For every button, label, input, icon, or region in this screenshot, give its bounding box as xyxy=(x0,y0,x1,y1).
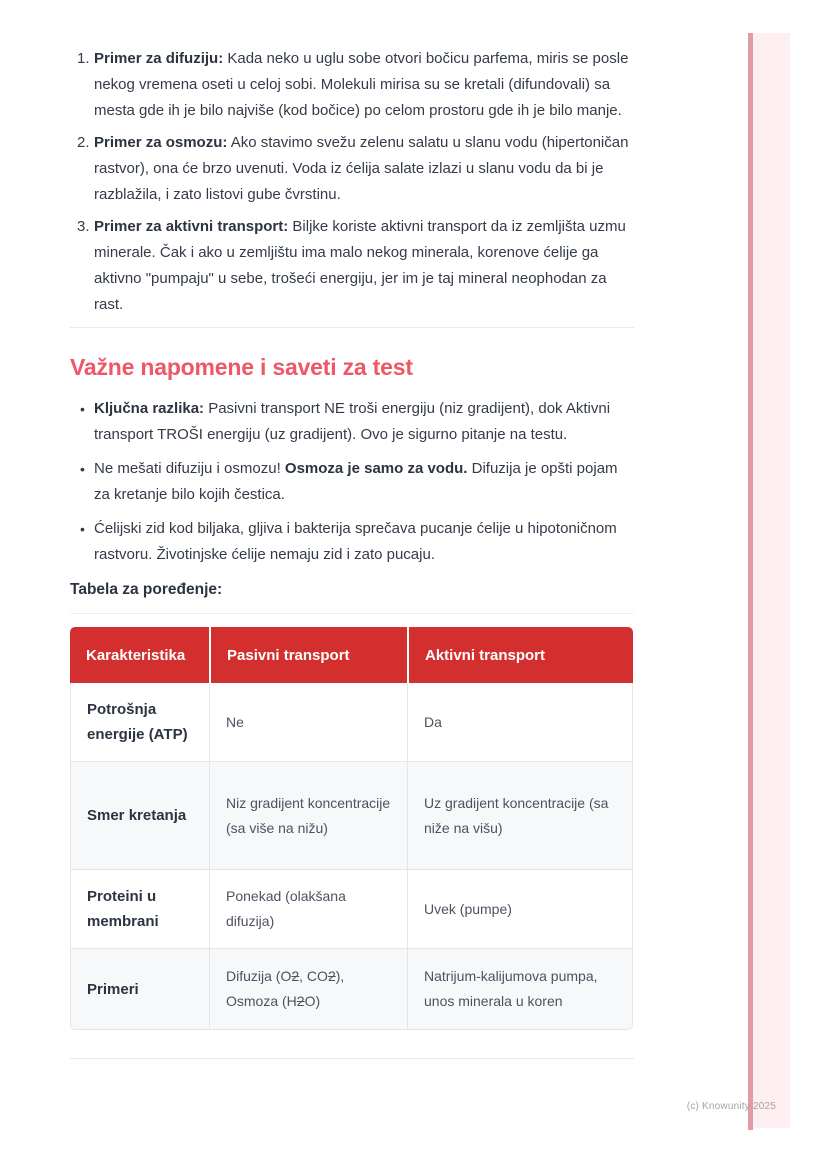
note-post: Difuzija je opšti pojam za kretanje bilo kojih čestica. xyxy=(94,460,618,503)
table-row xyxy=(70,683,633,762)
bullet-marker: • xyxy=(80,401,85,417)
list-item-body: Kada neko u uglu sobe otvori bočicu parfema, miris se posle nekog vremena oseti u celoj sobi. Molekuli mirisa su se kretali (difundovali) sa mesta gde ih je bilo najviše (kod bočice) po celom prostoru gde ih je bilo manje. xyxy=(94,50,629,119)
header-cell-pasivni: Pasivni transport xyxy=(209,627,407,683)
list-item-body: Biljke koriste aktivni transport da iz zemljišta uzmu minerale. Čak i ako u zemljištu ima malo nekog minerala, korenove ćelije ga aktivno "pumpaju" u sebe, trošeći energiju, jer im je taj mineral neophodan za rast. xyxy=(94,218,626,313)
cell-pasivni: Niz gradijent koncentracije (sa više na nižu) xyxy=(209,762,407,870)
list-item-text xyxy=(94,130,634,208)
cell-aktivni: Natrijum-kalijumova pumpa, unos minerala u koren xyxy=(407,949,633,1030)
note-text xyxy=(94,516,634,568)
subscript-2: 2 xyxy=(291,968,300,984)
page-bottom-divider xyxy=(70,1058,634,1059)
cell-aktivni: Uvek (pumpe) xyxy=(407,870,633,949)
note-bold: Osmoza je samo za vodu. xyxy=(284,460,468,477)
section-heading: Važne napomene i saveti za test xyxy=(70,354,413,380)
formula-text: , CO xyxy=(299,968,328,984)
right-accent-line xyxy=(748,33,753,1130)
header-cell-aktivni: Aktivni transport xyxy=(407,627,633,683)
right-accent-panel xyxy=(752,33,790,1128)
note-post: Pasivni transport NE troši energiju (niz gradijent), dok Aktivni transport TROŠI energiju (uz gradijent). Ovo je sigurno pitanje na testu. xyxy=(94,400,611,443)
list-number: 1. xyxy=(77,50,90,67)
comparison-table xyxy=(70,627,633,1030)
document-content xyxy=(70,0,634,1059)
bullet-marker: • xyxy=(80,521,85,537)
row-label: Smer kretanja xyxy=(70,762,209,870)
list-item-body: Ako stavimo svežu zelenu salatu u slanu vodu (hipertoničan rastvor), ona će brzo uvenuti. Voda iz ćelija salate izlazi u slanu vodu da bi je razblažila, i zato listovi gube čvrstinu. xyxy=(94,134,629,203)
subscript-2: 2 xyxy=(296,993,305,1009)
note-text xyxy=(94,456,634,508)
note-text xyxy=(94,396,634,448)
table-top-hairline xyxy=(70,613,634,614)
table-row xyxy=(70,870,633,949)
note-pre: Ne mešati difuziju i osmozu! xyxy=(94,460,285,477)
note-bold: Ključna razlika: xyxy=(94,400,205,417)
note-item xyxy=(70,456,634,508)
list-item xyxy=(70,214,634,318)
note-pre: Ćelijski zid kod biljaka, gljiva i bakterija sprečava pucanje ćelije u hipotoničnom rastvoru. Životinjske ćelije nemaju zid i zato pucaju. xyxy=(94,520,617,563)
note-item xyxy=(70,516,634,568)
subscript-2: 2 xyxy=(327,968,336,984)
list-item-label: Primer za difuziju: xyxy=(94,50,224,67)
list-item xyxy=(70,130,634,208)
list-item-text xyxy=(94,214,634,318)
note-item xyxy=(70,396,634,448)
row-label: Potrošnja energije (ATP) xyxy=(70,683,209,762)
formula-text: Difuzija (O xyxy=(226,968,292,984)
formula-text: O) xyxy=(304,993,321,1009)
list-number: 2. xyxy=(77,134,90,151)
table-header-row xyxy=(70,627,633,683)
cell-pasivni: Ponekad (olakšana difuzija) xyxy=(209,870,407,949)
examples-list xyxy=(70,46,634,318)
section-divider xyxy=(70,327,634,328)
list-item-text xyxy=(94,46,634,124)
formula-text: ), Osmoza (H xyxy=(226,968,345,1009)
header-cell-karakteristika: Karakteristika xyxy=(70,627,209,683)
cell-pasivni: Ne xyxy=(209,683,407,762)
list-item-label: Primer za aktivni transport: xyxy=(94,218,289,235)
bullet-marker: • xyxy=(80,461,85,477)
list-item-label: Primer za osmozu: xyxy=(94,134,228,151)
cell-pasivni xyxy=(209,949,407,1030)
list-item xyxy=(70,46,634,124)
row-label: Primeri xyxy=(70,949,209,1030)
row-label: Proteini u membrani xyxy=(70,870,209,949)
list-number: 3. xyxy=(77,218,90,235)
table-row xyxy=(70,949,633,1030)
table-caption: Tabela za poređenje: xyxy=(70,581,223,598)
table-row xyxy=(70,762,633,870)
notes-list xyxy=(70,396,634,568)
cell-aktivni: Da xyxy=(407,683,633,762)
copyright-text: (c) Knowunity 2025 xyxy=(686,1101,776,1112)
cell-aktivni: Uz gradijent koncentracije (sa niže na višu) xyxy=(407,762,633,870)
